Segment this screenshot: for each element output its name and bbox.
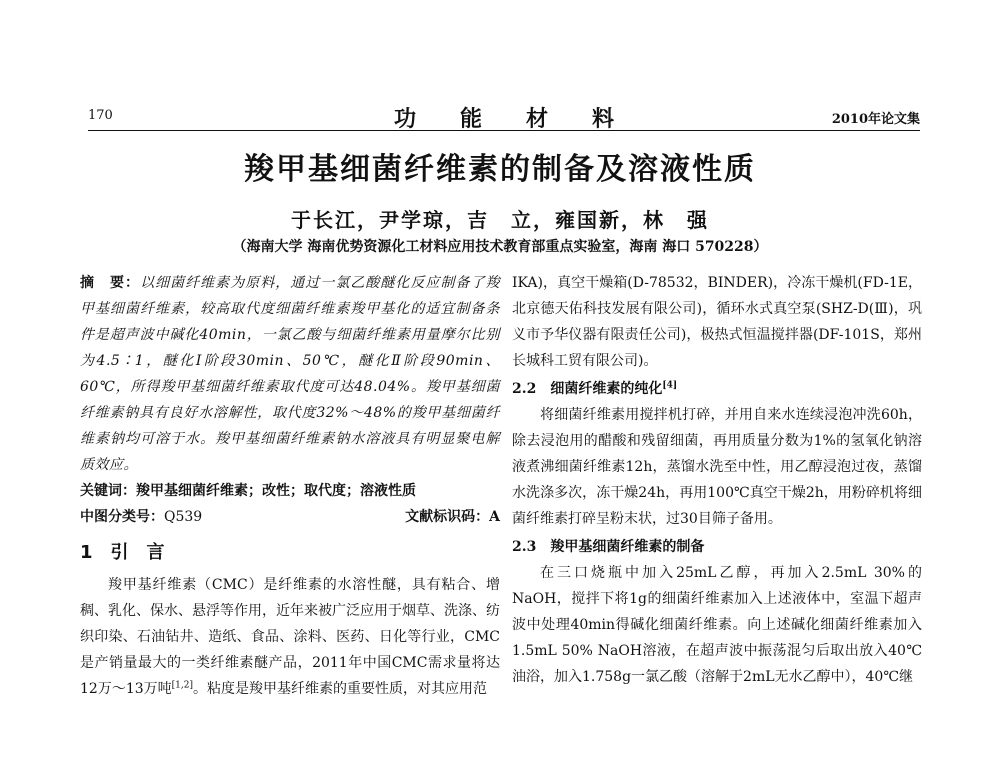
keywords xyxy=(80,478,500,504)
purification-paragraph: 将细菌纤维素用搅拌机打碎，并用自来水连续浸泡冲洗60h，除去浸泡用的醋酸和残留细菌，再用质量分数为1%的氢氧化钠溶液煮沸细菌纤维素12h，蒸馏水洗至中性，用乙醇浸泡过夜，蒸馏水洗涤多次，冻干燥24h，再用100℃真空干燥2h，用粉碎机将细菌纤维素打碎呈粉末状，过30目筛子备用。 xyxy=(512,407,922,527)
left-column xyxy=(80,270,500,702)
doc-code-value: A xyxy=(489,509,500,525)
page-number: 170 xyxy=(88,108,113,123)
abstract-label: 摘 要： xyxy=(80,275,141,291)
intro-text-a: 羧甲基纤维素（CMC）是纤维素的水溶性醚，具有粘合、增稠、乳化、保水、悬浮等作用，近年来被广泛应用于烟草、洗涤、纺织印染、石油钻井、造纸、食品、涂料、医药、日化等行业，CMC是产销量最大的一类纤维素醚产品，2011年中国CMC需求量将达12万～13万吨 xyxy=(80,577,500,697)
intro-ref: [1,2] xyxy=(171,680,193,691)
authors: 于长江，尹学琼，吉 立，雍国新，林 强 xyxy=(291,208,709,232)
section-2-2-ref: [4] xyxy=(662,380,678,391)
affiliation: （海南大学 海南优势资源化工材料应用技术教育部重点实验室，海南 海口 570228） xyxy=(232,239,768,255)
collection-label: 2010年论文集 xyxy=(831,112,920,127)
right-column xyxy=(512,270,922,690)
keywords-text: 羧甲基细菌纤维素；改性；取代度；溶液性质 xyxy=(136,483,416,499)
clc-label: 中图分类号： xyxy=(80,509,164,525)
abstract-text: 以细菌纤维素为原料，通过一氯乙酸醚化反应制备了羧甲基细菌纤维素，较高取代度细菌纤维素羧甲基化的适宜制备条件是超声波中碱化40min，一氯乙酸与细菌纤维素用量摩尔比别为4.5∶1，醚化Ⅰ阶段30min、50℃，醚化Ⅱ阶段90min、60℃，所得羧甲基细菌纤维素取代度可达48.04%。羧甲基细菌纤维素钠具有良好水溶解性，取代度32%～48%的羧甲基细菌纤维素钠均可溶于水。羧甲基细菌纤维素钠水溶液具有明显聚电解质效应。 xyxy=(80,275,501,473)
clc-value: Q539 xyxy=(164,509,203,525)
equipment-paragraph: IKA)，真空干燥箱(D-78532，BINDER)，冷冻干燥机(FD-1E，北京德天佑科技发展有限公司)，循环水式真空泵(SHZ-D(Ⅲ)，巩义市予华仪器有限责任公司)，极热式恒温搅拌器(DF-101S，郑州长城科工贸有限公司)。 xyxy=(512,275,922,369)
keywords-label: 关键词： xyxy=(80,483,136,499)
section-2-3-heading: 2.3 羧甲基细菌纤维素的制备 xyxy=(512,539,705,555)
preparation-paragraph: 在三口烧瓶中加入25mL乙醇，再加入2.5mL 30%的NaOH，搅拌下将1g的细菌纤维素加入上述液体中，室温下超声波中处理40min得碱化细菌纤维素。向上述碱化细菌纤维素加入1.5mL 50% NaOH溶液，在超声波中振荡混匀后取出放入40℃油浴，加入1.758g一氯乙酸（溶解于2mL无水乙醇中），40℃继 xyxy=(512,565,922,685)
paper-title: 羧甲基细菌纤维素的制备及溶液性质 xyxy=(244,152,756,187)
section-2-2-title: 2.2 细菌纤维素的纯化 xyxy=(512,381,663,397)
intro-paragraph xyxy=(80,572,500,702)
classification-row xyxy=(80,504,500,530)
journal-title: 功能材料 xyxy=(393,106,658,132)
page-header xyxy=(88,108,920,131)
doc-code-label: 文献标识码： xyxy=(405,509,490,525)
abstract xyxy=(80,270,500,478)
section-2-2-heading xyxy=(512,376,922,402)
intro-text-b: 。粘度是羧甲基纤维素的重要性质，对其应用范 xyxy=(192,681,487,697)
section-1-heading: 1 引 言 xyxy=(80,542,165,563)
